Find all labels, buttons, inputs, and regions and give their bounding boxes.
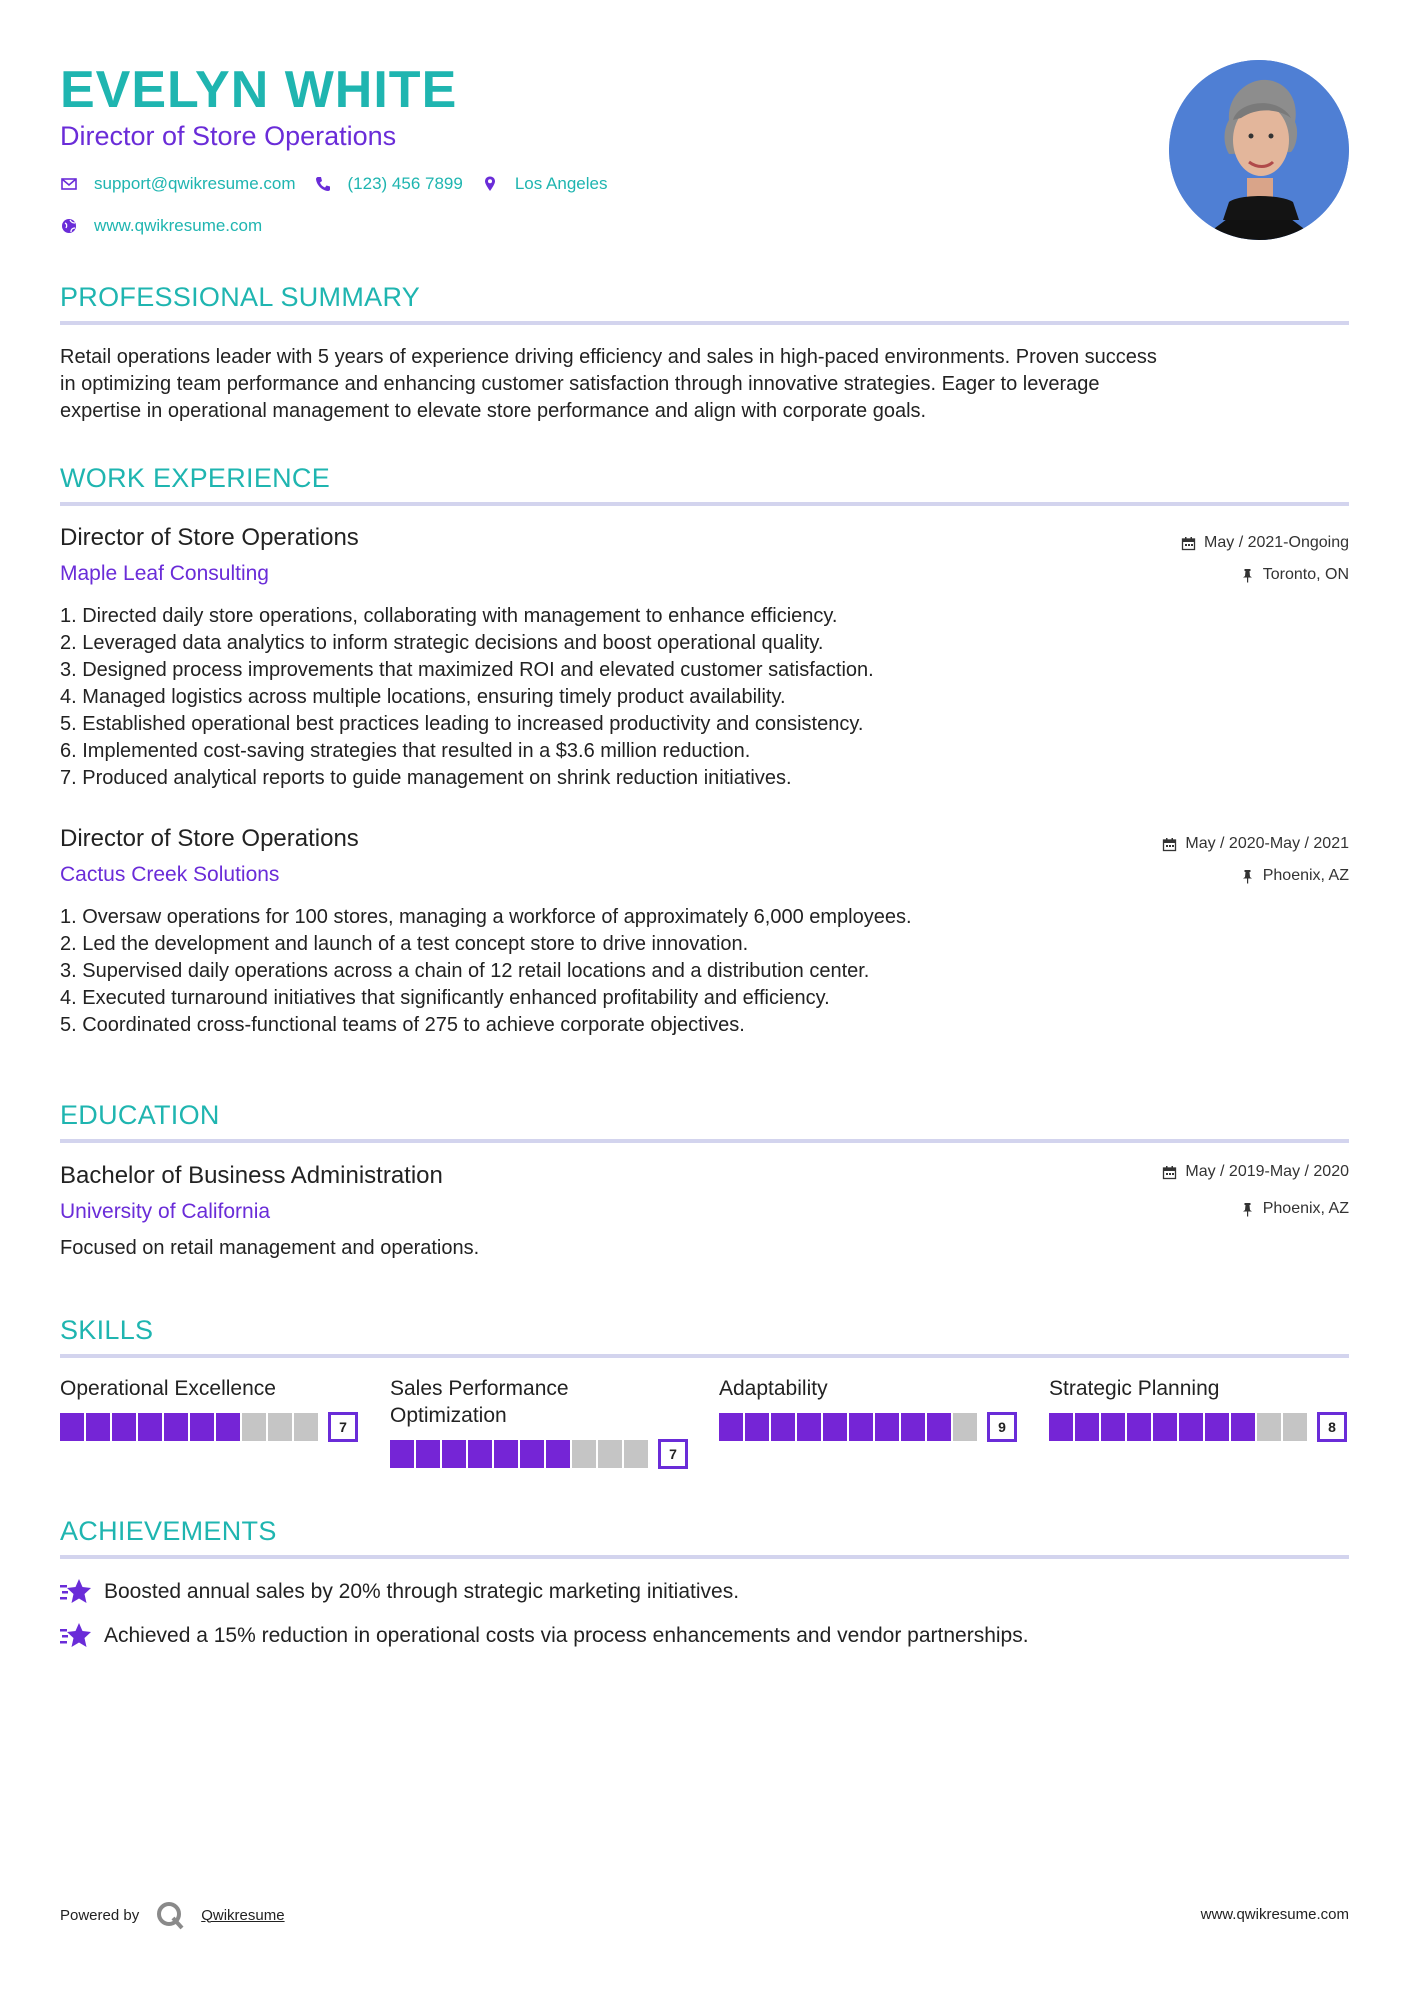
envelope-icon <box>60 175 78 193</box>
section-divider <box>60 1354 1349 1358</box>
map-pin-icon <box>481 175 499 193</box>
location-text: Los Angeles <box>514 174 608 193</box>
section-divider <box>60 321 1349 325</box>
skill-bar-segment <box>624 1440 648 1468</box>
phone-item[interactable] <box>314 172 463 196</box>
list-item: 3. Designed process improvements that maximized ROI and elevated customer satisfaction. <box>60 659 874 681</box>
skill-bar-segment <box>494 1440 518 1468</box>
footer-powered-by <box>60 1900 285 1930</box>
skill-bar-segment <box>138 1413 162 1441</box>
skill-bar-segment <box>823 1413 847 1441</box>
contact-row <box>60 214 280 238</box>
skill-bar-track <box>1049 1413 1309 1441</box>
skill-bar-segment <box>953 1413 977 1441</box>
qwikresume-logo-icon <box>155 1900 185 1930</box>
skill-bar-segment <box>164 1413 188 1441</box>
calendar-icon <box>1162 837 1177 852</box>
skill-bar-segment <box>390 1440 414 1468</box>
list-item: 6. Implemented cost-saving strategies that resulted in a $3.6 million reduction. <box>60 740 751 762</box>
achievements-heading: ACHIEVEMENTS <box>60 1516 277 1546</box>
skill-bar-segment <box>268 1413 292 1441</box>
location-item <box>481 172 608 196</box>
skill-item <box>60 1375 360 1435</box>
job-date <box>1162 833 1349 855</box>
list-item: 2. Leveraged data analytics to inform strategic decisions and boost operational quality. <box>60 632 824 654</box>
footer-url[interactable]: www.qwikresume.com <box>1200 1906 1349 1923</box>
summary-line: Retail operations leader with 5 years of experience driving efficiency and sales in high-paced environments. Proven success <box>60 346 1157 368</box>
job-bullets <box>60 904 1349 1039</box>
summary-line: expertise in operational management to elevate store performance and align with corporate goals. <box>60 400 927 422</box>
skill-bar-segment <box>546 1440 570 1468</box>
profile-photo <box>1169 60 1349 240</box>
experience-heading: WORK EXPERIENCE <box>60 463 331 493</box>
skill-bar <box>60 1412 360 1442</box>
skill-level-badge: 7 <box>328 1412 358 1442</box>
education-location <box>1240 1198 1349 1220</box>
skill-level-badge: 8 <box>1317 1412 1347 1442</box>
summary-text <box>60 344 1349 425</box>
date-text: May / 2020-May / 2021 <box>1185 835 1349 852</box>
list-item: 4. Executed turnaround initiatives that significantly enhanced profitability and efficiency. <box>60 987 830 1009</box>
pushpin-icon <box>1240 568 1255 583</box>
list-item: 3. Supervised daily operations across a chain of 12 retail locations and a distribution center. <box>60 960 870 982</box>
contact-row <box>60 172 625 196</box>
skill-level-badge: 7 <box>658 1439 688 1469</box>
skill-bar <box>1049 1412 1349 1442</box>
job-title: Director of Store Operations <box>60 825 359 852</box>
calendar-icon <box>1162 1165 1177 1180</box>
pushpin-icon <box>1240 1202 1255 1217</box>
qwikresume-link[interactable]: Qwikresume <box>201 1906 285 1924</box>
skill-bar-segment <box>1127 1413 1151 1441</box>
email-item[interactable] <box>60 172 296 196</box>
list-item: 5. Coordinated cross-functional teams of 275 to achieve corporate objectives. <box>60 1014 745 1036</box>
skill-item <box>719 1375 1019 1435</box>
location-text: Toronto, ON <box>1262 566 1349 583</box>
skill-bar-segment <box>1101 1413 1125 1441</box>
job-location <box>1240 564 1349 586</box>
skill-bar-segment <box>771 1413 795 1441</box>
summary-line: in optimizing team performance and enhancing customer satisfaction through innovative strategies. Eager to leverage <box>60 373 1100 395</box>
skill-name <box>390 1375 690 1429</box>
list-item: 5. Established operational best practices leading to increased productivity and consistency. <box>60 713 864 735</box>
skill-bar-segment <box>1231 1413 1255 1441</box>
list-item: 1. Directed daily store operations, collaborating with management to enhance efficiency. <box>60 605 838 627</box>
skill-name: Strategic Planning <box>1049 1377 1220 1400</box>
section-divider <box>60 1139 1349 1143</box>
education-description: Focused on retail management and operations. <box>60 1237 480 1259</box>
skill-bar-segment <box>112 1413 136 1441</box>
skill-bar-segment <box>901 1413 925 1441</box>
skill-bar-segment <box>242 1413 266 1441</box>
skill-bar-segment <box>468 1440 492 1468</box>
skill-bar-segment <box>875 1413 899 1441</box>
skill-bar <box>719 1412 1019 1442</box>
phone-text: (123) 456 7899 <box>347 174 463 193</box>
education-heading: EDUCATION <box>60 1100 220 1130</box>
resume-page <box>60 0 1349 1990</box>
location-text: Phoenix, AZ <box>1262 1200 1349 1217</box>
section-divider <box>60 1555 1349 1559</box>
skill-bar-segment <box>520 1440 544 1468</box>
skill-level-badge: 9 <box>987 1412 1017 1442</box>
location-text: Phoenix, AZ <box>1262 867 1349 884</box>
skill-bar-segment <box>797 1413 821 1441</box>
skill-bar-segment <box>1283 1413 1307 1441</box>
skill-bar-segment <box>1049 1413 1073 1441</box>
skill-bar-segment <box>1205 1413 1229 1441</box>
company-name: Maple Leaf Consulting <box>60 562 269 585</box>
skill-bar-track <box>60 1413 320 1441</box>
school-name: University of California <box>60 1200 271 1223</box>
skill-bar-track <box>719 1413 979 1441</box>
skill-bar-segment <box>1179 1413 1203 1441</box>
skill-bar-segment <box>719 1413 743 1441</box>
skill-bar-track <box>390 1440 650 1468</box>
candidate-title: Director of Store Operations <box>60 121 397 151</box>
degree-title: Bachelor of Business Administration <box>60 1162 443 1189</box>
skills-heading: SKILLS <box>60 1315 154 1345</box>
achievement-item <box>60 1621 1029 1651</box>
powered-by-label: Powered by <box>60 1906 140 1924</box>
skill-bar-segment <box>572 1440 596 1468</box>
list-item: 1. Oversaw operations for 100 stores, managing a workforce of approximately 6,000 employees. <box>60 906 912 928</box>
website-text: www.qwikresume.com <box>94 216 263 235</box>
calendar-icon <box>1181 536 1196 551</box>
skill-bar <box>390 1439 690 1469</box>
skill-bar-segment <box>442 1440 466 1468</box>
skill-bar-segment <box>216 1413 240 1441</box>
education-date <box>1162 1161 1349 1183</box>
star-icon <box>60 1621 92 1651</box>
website-item[interactable] <box>60 214 262 238</box>
globe-icon <box>60 217 78 235</box>
email-text: support@qwikresume.com <box>94 174 296 193</box>
job-title: Director of Store Operations <box>60 524 359 551</box>
skill-bar-segment <box>1153 1413 1177 1441</box>
date-text: May / 2021-Ongoing <box>1204 534 1349 551</box>
star-icon <box>60 1577 92 1607</box>
achievement-text: Boosted annual sales by 20% through strategic marketing initiatives. <box>104 1580 740 1603</box>
skill-bar-segment <box>1257 1413 1281 1441</box>
skill-item <box>390 1375 690 1462</box>
skill-name: Operational Excellence <box>60 1377 276 1400</box>
section-divider <box>60 502 1349 506</box>
achievement-item <box>60 1577 739 1607</box>
pushpin-icon <box>1240 869 1255 884</box>
skill-name-line: Optimization <box>390 1404 507 1427</box>
skill-bar-segment <box>86 1413 110 1441</box>
skill-bar-segment <box>745 1413 769 1441</box>
list-item: 4. Managed logistics across multiple locations, ensuring timely product availability. <box>60 686 786 708</box>
summary-heading: PROFESSIONAL SUMMARY <box>60 282 421 312</box>
job-bullets <box>60 603 1349 792</box>
list-item: 7. Produced analytical reports to guide management on shrink reduction initiatives. <box>60 767 792 789</box>
job-date <box>1181 532 1349 554</box>
skill-item <box>1049 1375 1349 1435</box>
skill-bar-segment <box>294 1413 318 1441</box>
company-name: Cactus Creek Solutions <box>60 863 280 886</box>
skill-bar-segment <box>416 1440 440 1468</box>
skill-bar-segment <box>60 1413 84 1441</box>
skill-name-line: Sales Performance <box>390 1377 569 1400</box>
list-item: 2. Led the development and launch of a test concept store to drive innovation. <box>60 933 749 955</box>
phone-icon <box>314 175 332 193</box>
skill-bar-segment <box>190 1413 214 1441</box>
job-location <box>1240 865 1349 887</box>
skill-bar-segment <box>927 1413 951 1441</box>
skill-bar-segment <box>1075 1413 1099 1441</box>
candidate-name: EVELYN WHITE <box>60 61 458 119</box>
skill-bar-segment <box>598 1440 622 1468</box>
achievement-text: Achieved a 15% reduction in operational costs via process enhancements and vendor partnerships. <box>104 1624 1029 1647</box>
skill-bar-segment <box>849 1413 873 1441</box>
skill-name: Adaptability <box>719 1377 828 1400</box>
date-text: May / 2019-May / 2020 <box>1185 1163 1349 1180</box>
